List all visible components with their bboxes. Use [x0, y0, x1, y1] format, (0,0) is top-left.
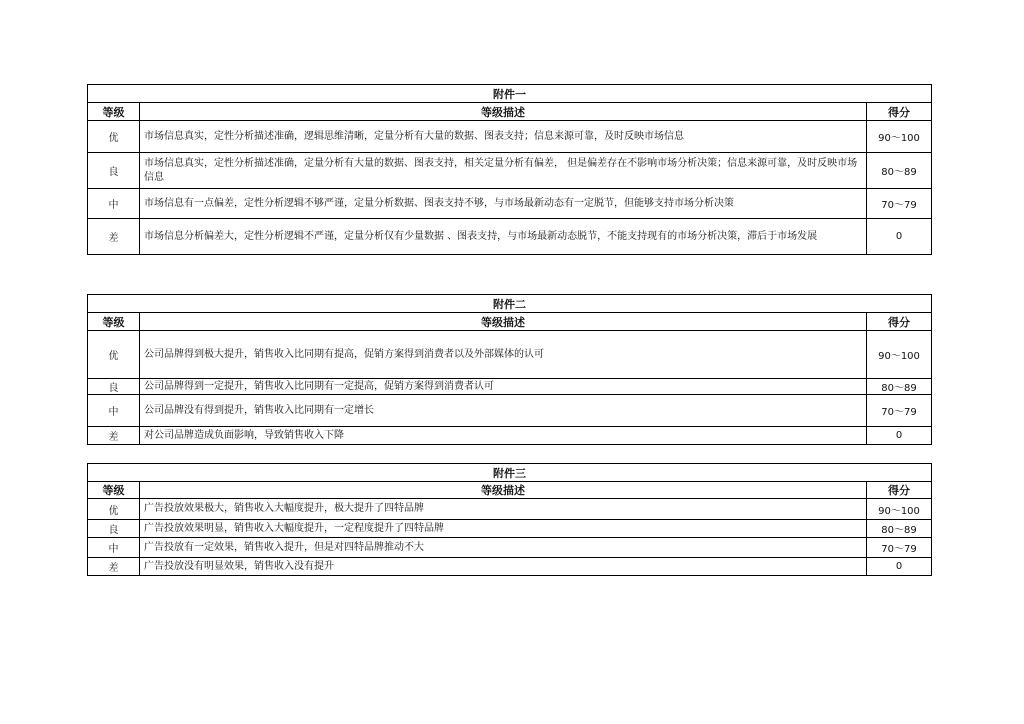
score-cell: 70～79	[867, 538, 932, 558]
table-row	[88, 427, 932, 445]
desc-cell: 公司品牌没有得到提升，销售收入比同期有一定增长	[140, 395, 867, 427]
grade-header: 等级	[88, 482, 140, 499]
table-title: 附件三	[88, 464, 932, 482]
grade-cell: 差	[88, 427, 140, 445]
desc-cell: 对公司品牌造成负面影响，导致销售收入下降	[140, 427, 867, 445]
score-cell: 0	[867, 427, 932, 445]
score-cell: 90～100	[867, 121, 932, 153]
appendix-3-table	[87, 463, 932, 576]
table-row	[88, 219, 932, 255]
grade-cell: 优	[88, 499, 140, 520]
table-row	[88, 538, 932, 558]
score-header: 得分	[867, 313, 932, 331]
score-cell: 70～79	[867, 189, 932, 219]
desc-header: 等级描述	[140, 313, 867, 331]
score-header: 得分	[867, 103, 932, 121]
score-cell: 0	[867, 558, 932, 576]
score-cell: 80～89	[867, 153, 932, 189]
desc-cell: 市场信息真实，定性分析描述准确，逻辑思维清晰，定量分析有大量的数据、图表支持；信息来源可靠，及时反映市场信息	[140, 121, 867, 153]
appendix-2-table	[87, 294, 932, 445]
desc-cell: 广告投放效果极大，销售收入大幅度提升，极大提升了四特品牌	[140, 499, 867, 520]
desc-cell: 广告投放有一定效果，销售收入提升，但是对四特品牌推动不大	[140, 538, 867, 558]
grade-cell: 中	[88, 189, 140, 219]
grade-cell: 差	[88, 558, 140, 576]
score-cell: 80～89	[867, 379, 932, 395]
desc-cell: 公司品牌得到极大提升，销售收入比同期有提高，促销方案得到消费者以及外部媒体的认可	[140, 331, 867, 379]
table-row	[88, 395, 932, 427]
grade-cell: 良	[88, 520, 140, 538]
score-cell: 70～79	[867, 395, 932, 427]
grade-cell: 差	[88, 219, 140, 255]
table-row	[88, 379, 932, 395]
desc-header: 等级描述	[140, 482, 867, 499]
desc-header: 等级描述	[140, 103, 867, 121]
grade-cell: 中	[88, 395, 140, 427]
table-row	[88, 153, 932, 189]
grade-cell: 良	[88, 379, 140, 395]
table-title: 附件一	[88, 85, 932, 103]
appendix-1-table	[87, 84, 932, 255]
grade-cell: 优	[88, 331, 140, 379]
desc-cell: 市场信息真实，定性分析描述准确，定量分析有大量的数据、图表支持，相关定量分析有偏差， 但是偏差存在不影响市场分析决策；信息来源可靠，及时反映市场信息	[140, 153, 867, 189]
table-row	[88, 331, 932, 379]
table-row	[88, 520, 932, 538]
desc-cell: 公司品牌得到一定提升，销售收入比同期有一定提高，促销方案得到消费者认可	[140, 379, 867, 395]
table-title: 附件二	[88, 295, 932, 313]
grade-header: 等级	[88, 103, 140, 121]
desc-cell: 市场信息分析偏差大，定性分析逻辑不严谨，定量分析仅有少量数据 、图表支持，与市场最新动态脱节，不能支持现有的市场分析决策，滞后于市场发展	[140, 219, 867, 255]
table-row	[88, 499, 932, 520]
score-cell: 90～100	[867, 499, 932, 520]
grade-header: 等级	[88, 313, 140, 331]
score-header: 得分	[867, 482, 932, 499]
table-row	[88, 121, 932, 153]
score-cell: 90～100	[867, 331, 932, 379]
desc-cell: 广告投放效果明显，销售收入大幅度提升，一定程度提升了四特品牌	[140, 520, 867, 538]
desc-cell: 市场信息有一点偏差，定性分析逻辑不够严谨，定量分析数据、图表支持不够，与市场最新动态有一定脱节，但能够支持市场分析决策	[140, 189, 867, 219]
table-row	[88, 189, 932, 219]
grade-cell: 中	[88, 538, 140, 558]
grade-cell: 优	[88, 121, 140, 153]
grade-cell: 良	[88, 153, 140, 189]
score-cell: 80～89	[867, 520, 932, 538]
desc-cell: 广告投放没有明显效果，销售收入没有提升	[140, 558, 867, 576]
score-cell: 0	[867, 219, 932, 255]
table-row	[88, 558, 932, 576]
